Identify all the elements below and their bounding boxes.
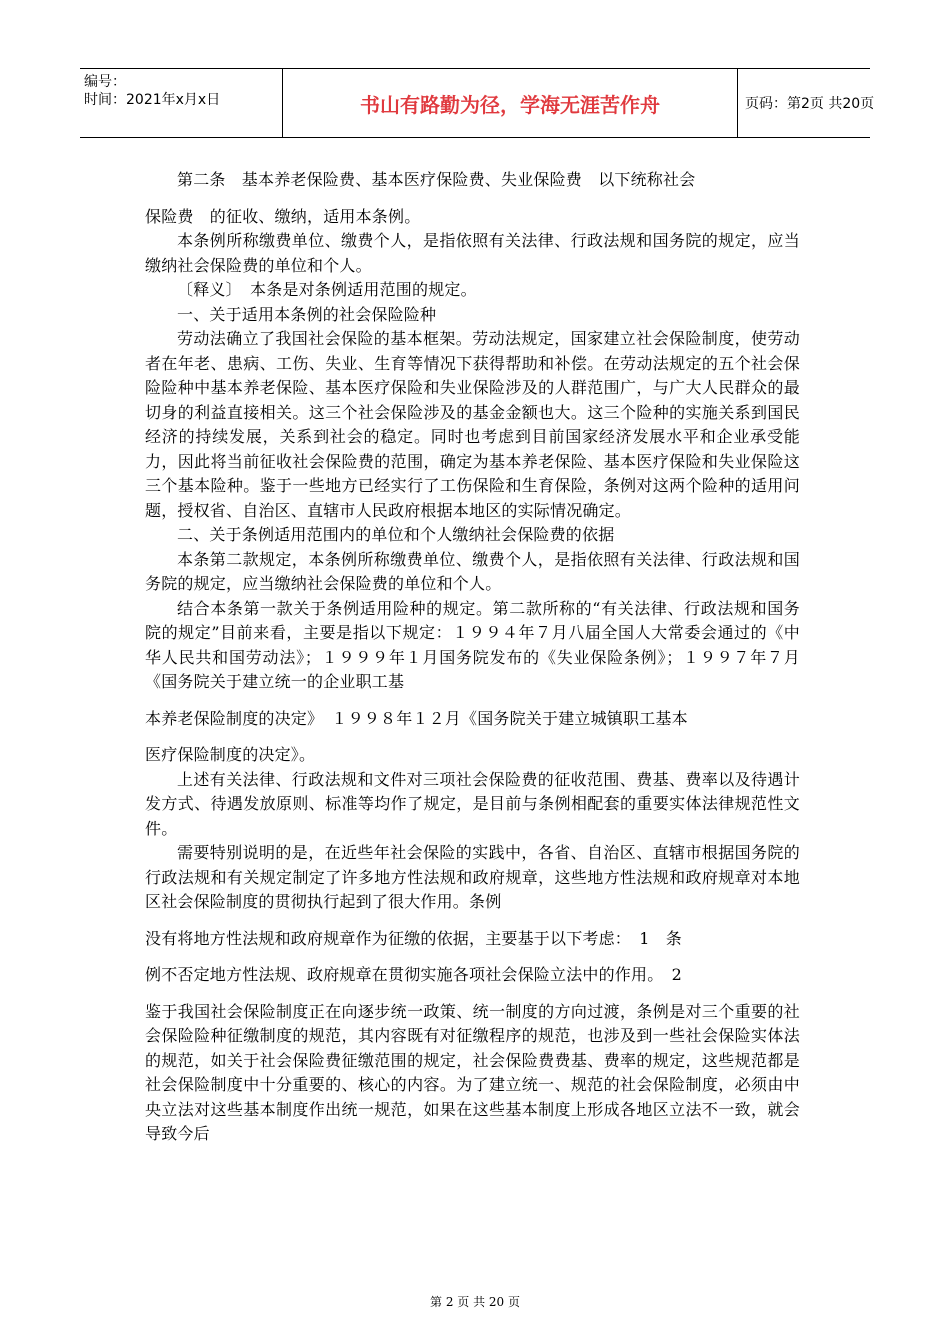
paragraph: 本条例所称缴费单位、缴费个人，是指依照有关法律、行政法规和国务院的规定，应当缴纳社会保险费的单位和个人。	[145, 231, 800, 275]
paragraph: 结合本条第一款关于条例适用险种的规定。第二款所称的“有关法律、行政法规和国务院的规定”目前来看，主要是指以下规定：１９９４年７月八届全国人大常委会通过的《中华人民共和国劳动法》；１９９９年１月国务院发布的《失业保险条例》；１９９７年７月《国务院关于建立统一的企业职工基	[145, 598, 800, 691]
header-motto: 书山有路勤为径，学海无涯苦作舟	[282, 69, 738, 137]
document-time-label: 时间：2021年x月x日	[84, 92, 221, 108]
document-body	[145, 168, 800, 1147]
paragraph: 第二条 基本养老保险费、基本医疗保险费、失业保险费 以下统称社会	[177, 170, 696, 189]
header-info	[84, 69, 282, 141]
paragraph: 医疗保险制度的决定》。	[145, 745, 316, 764]
paragraph: 本条第二款规定，本条例所称缴费单位、缴费个人，是指依照有关法律、行政法规和国务院的规定，应当缴纳社会保险费的单位和个人。	[145, 549, 800, 593]
page-footer: 第 2 页 共 20 页	[430, 1295, 520, 1309]
paragraph: 〔释义〕 本条是对条例适用范围的规定。	[177, 280, 477, 299]
paragraph: 保险费 的征收、缴纳，适用本条例。	[145, 206, 421, 226]
paragraph: 劳动法确立了我国社会保险的基本框架。劳动法规定，国家建立社会保险制度，使劳动者在年老、患病、工伤、失业、生育等情况下获得帮助和补偿。在劳动法规定的五个社会保险险种中基本养老保险、基本医疗保险和失业保险涉及的人群范围广，与广大人民群众的最切身的利益直接相关。这三个社会保险涉及的基金金额也大。这三个险种的实施关系到国民经济的持续发展，关系到社会的稳定。同时也考虑到目前国家经济发展水平和企业承受能力，因此将当前征收社会保险费的范围，确定为基本养老保险、基本医疗保险和失业保险这三个基本险种。鉴于一些地方已经实行了工伤保险和生育保险，条例对这两个险种的适用问题，授权省、自治区、直辖市人民政府根据本地区的实际情况确定。	[145, 329, 800, 520]
paragraph: 例不否定地方性法规、政府规章在贯彻实施各项社会保险立法中的作用。 2	[145, 965, 682, 984]
page-header	[80, 68, 875, 138]
paragraph: 本养老保险制度的决定》 １９９８年１２月《国务院关于建立城镇职工基本	[145, 708, 688, 728]
paragraph: 没有将地方性法规和政府规章作为征缴的依据，主要基于以下考虑： 1 条	[145, 928, 682, 948]
header-page-label: 页码：第2页 共20页	[745, 96, 875, 112]
section-heading: 一、关于适用本条例的社会保险险种	[177, 304, 437, 324]
paragraph: 鉴于我国社会保险制度正在向逐步统一政策、统一制度的方向过渡，条例是对三个重要的社会保险险种征缴制度的规范，其内容既有对征缴程序的规范，也涉及到一些社会保险实体法的规范，如关于社会保险费征缴范围的规定，社会保险费费基、费率的规定，这些规范都是社会保险制度中十分重要的、核心的内容。为了建立统一、规范的社会保险制度，必须由中央立法对这些基本制度作出统一规范，如果在这些基本制度上形成各地区立法不一致，就会导致今后	[145, 1001, 800, 1143]
document-number-label: 编号：	[84, 74, 126, 90]
paragraph: 需要特别说明的是，在近些年社会保险的实践中，各省、自治区、直辖市根据国务院的行政法规和有关规定制定了许多地方性法规和政府规章，这些地方性法规和政府规章对本地区社会保险制度的贯彻执行起到了很大作用。条例	[145, 843, 800, 911]
section-heading: 二、关于条例适用范围内的单位和个人缴纳社会保险费的依据	[177, 525, 615, 544]
paragraph: 上述有关法律、行政法规和文件对三项社会保险费的征收范围、费基、费率以及待遇计发方式、待遇发放原则、标准等均作了规定，是目前与条例相配套的重要实体法律规范性文件。	[145, 769, 800, 838]
